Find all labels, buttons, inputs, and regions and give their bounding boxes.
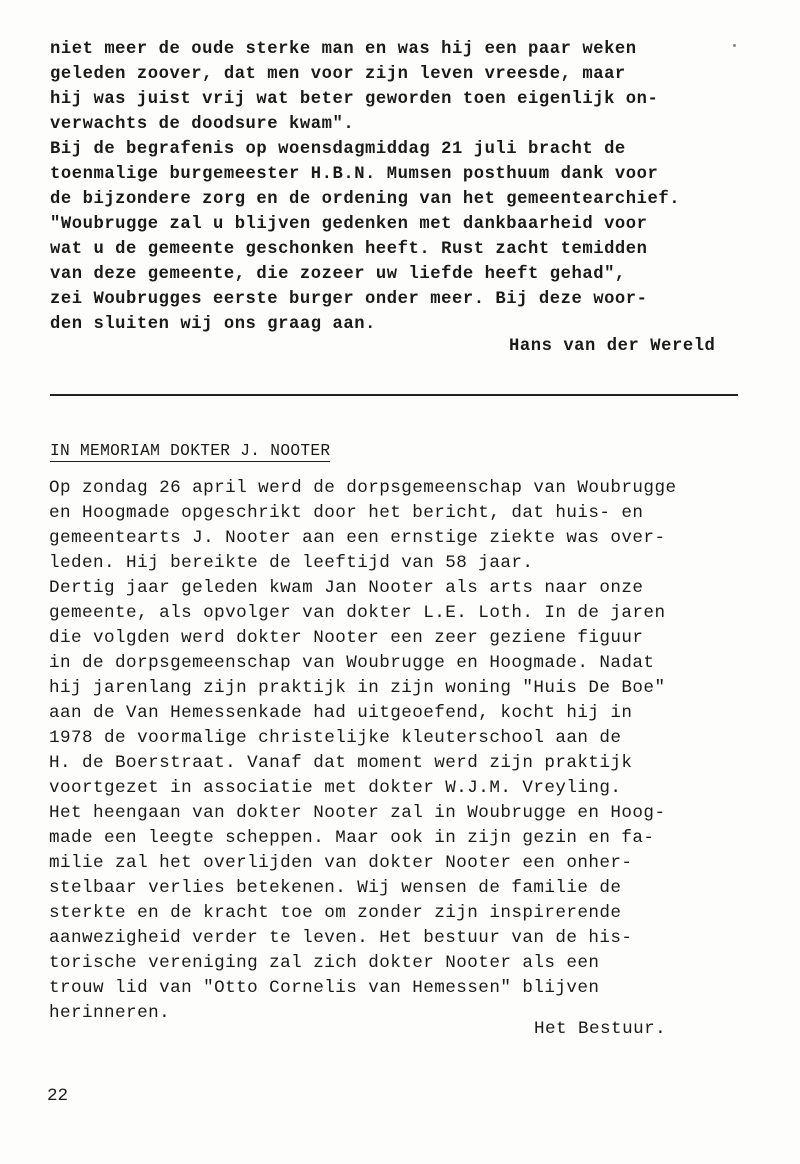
article1-line: "Woubrugge zal u blijven gedenken met dankbaarheid voor bbox=[50, 215, 648, 234]
article2-line: en Hoogmade opgeschrikt door het bericht, dat huis- en bbox=[49, 503, 644, 523]
article1-line: verwachts de doodsure kwam". bbox=[50, 115, 355, 134]
article2-line: gemeente, als opvolger van dokter L.E. Loth. In de jaren bbox=[49, 603, 666, 623]
article2-line: in de dorpsgemeenschap van Woubrugge en Hoogmade. Nadat bbox=[49, 653, 655, 673]
article2-line: stelbaar verlies betekenen. Wij wensen de familie de bbox=[49, 878, 622, 898]
article2-line: 1978 de voormalige christelijke kleuterschool aan de bbox=[49, 728, 622, 748]
article1-line: van deze gemeente, die zozeer uw liefde heeft gehad", bbox=[50, 265, 626, 284]
article2-line: voortgezet in associatie met dokter W.J.M. Vreyling. bbox=[49, 778, 622, 798]
article1-line: den sluiten wij ons graag aan. bbox=[50, 315, 376, 334]
article2-line: hij jarenlang zijn praktijk in zijn woning "Huis De Boe" bbox=[49, 678, 666, 698]
article1-line: Bij de begrafenis op woensdagmiddag 21 juli bracht de bbox=[50, 140, 626, 159]
article2-line: die volgden werd dokter Nooter een zeer geziene figuur bbox=[49, 628, 644, 648]
page-number: 22 bbox=[47, 1086, 69, 1106]
article2-line: leden. Hij bereikte de leeftijd van 58 jaar. bbox=[49, 553, 534, 573]
article2-line: herinneren. bbox=[49, 1003, 171, 1023]
article1-line: geleden zoover, dat men voor zijn leven vreesde, maar bbox=[50, 65, 626, 84]
article1-line: wat u de gemeente geschonken heeft. Rust zacht temidden bbox=[50, 240, 648, 259]
article2-line: aanwezigheid verder te leven. Het bestuur van de his- bbox=[49, 928, 633, 948]
article2-line: Dertig jaar geleden kwam Jan Nooter als arts naar onze bbox=[49, 578, 644, 598]
article1-line: toenmalige burgemeester H.B.N. Mumsen posthuum dank voor bbox=[50, 165, 659, 184]
article2-line: trouw lid van "Otto Cornelis van Hemessen" blijven bbox=[49, 978, 600, 998]
section-divider bbox=[50, 394, 738, 396]
article2-line: gemeentearts J. Nooter aan een ernstige ziekte was over- bbox=[49, 528, 666, 548]
article2-line: Op zondag 26 april werd de dorpsgemeenschap van Woubrugge bbox=[49, 478, 677, 498]
speck-mark bbox=[733, 44, 736, 47]
article1-line: zei Woubrugges eerste burger onder meer. Bij deze woor- bbox=[50, 290, 648, 309]
article2-signature: Het Bestuur. bbox=[534, 1019, 667, 1039]
article2-line: torische vereniging zal zich dokter Nooter als een bbox=[49, 953, 600, 973]
article2-line: milie zal het overlijden van dokter Nooter een onher- bbox=[49, 853, 633, 873]
article2-heading: IN MEMORIAM DOKTER J. NOOTER bbox=[50, 442, 331, 460]
article1-line: de bijzondere zorg en de ordening van het gemeentearchief. bbox=[50, 190, 681, 209]
article2-line: H. de Boerstraat. Vanaf dat moment werd zijn praktijk bbox=[49, 753, 633, 773]
article2-line: Het heengaan van dokter Nooter zal in Woubrugge en Hoog- bbox=[49, 803, 666, 823]
article2-line: made een leegte scheppen. Maar ook in zijn gezin en fa- bbox=[49, 828, 655, 848]
article1-line: hij was juist vrij wat beter geworden toen eigenlijk on- bbox=[50, 90, 659, 109]
article2-line: sterkte en de kracht toe om zonder zijn inspirerende bbox=[49, 903, 622, 923]
article2-line: aan de Van Hemessenkade had uitgeoefend, kocht hij in bbox=[49, 703, 633, 723]
article1-signature: Hans van der Wereld bbox=[509, 337, 716, 356]
article1-line: niet meer de oude sterke man en was hij een paar weken bbox=[50, 40, 637, 59]
